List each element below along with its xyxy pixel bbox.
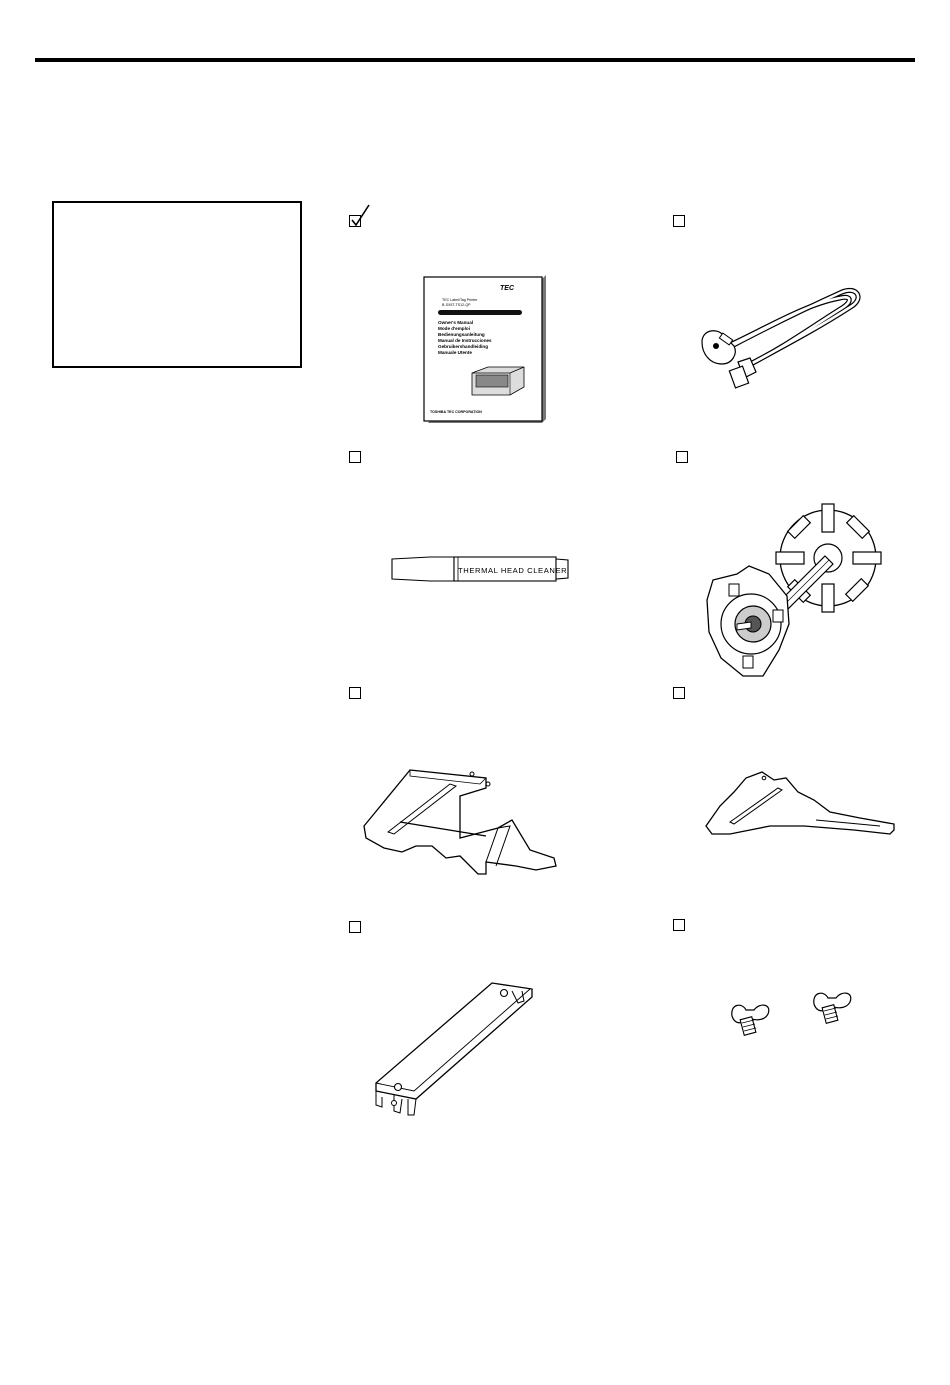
wing-screw-icon (732, 1005, 769, 1035)
checkbox-screws[interactable] (673, 919, 685, 931)
checkbox-bracket[interactable] (349, 921, 361, 933)
manual-publisher: TOSHIBA TEC CORPORATION (430, 410, 482, 414)
manual-line2: B-SX5T-TS12-QP (442, 303, 471, 307)
head-cleaner-illustration (390, 553, 580, 592)
checkmark-icon (349, 204, 373, 228)
wing-screw-icon (814, 993, 851, 1023)
manual-title-5: Gebruikershandleiding (438, 344, 489, 349)
manual-title-6: Manuale Utente (438, 350, 472, 355)
header-rule (35, 58, 915, 62)
owners-manual-illustration (420, 273, 550, 430)
manual-line1: TEC Label/Tag Printer (442, 298, 478, 302)
bracket-illustration (372, 975, 542, 1125)
checkbox-head-cleaner[interactable] (349, 451, 361, 463)
manual-brand: TEC (500, 285, 514, 292)
wing-screws-illustration (728, 988, 868, 1048)
checkbox-plate-b[interactable] (673, 687, 685, 699)
ribbon-shaft-illustration (693, 500, 893, 690)
manual-title-3: Bedienungsanleitung (438, 332, 485, 337)
plate-a-illustration (360, 762, 570, 887)
head-cleaner-label: THERMAL HEAD CLEANER (458, 566, 568, 575)
checkbox-power-cord[interactable] (673, 215, 685, 227)
checkbox-plate-a[interactable] (349, 687, 361, 699)
manual-title-2: Mode d'emploi (438, 326, 470, 331)
manual-title-1: Owner's Manual (438, 320, 474, 325)
power-cord-illustration (692, 280, 862, 400)
front-flange (707, 566, 789, 676)
printer-icon (472, 367, 524, 395)
plate-b-illustration (700, 768, 900, 843)
manual-title-4: Manual de Instrucciones (438, 338, 492, 343)
checkbox-ribbon-shaft[interactable] (676, 451, 688, 463)
note-box (52, 201, 302, 368)
